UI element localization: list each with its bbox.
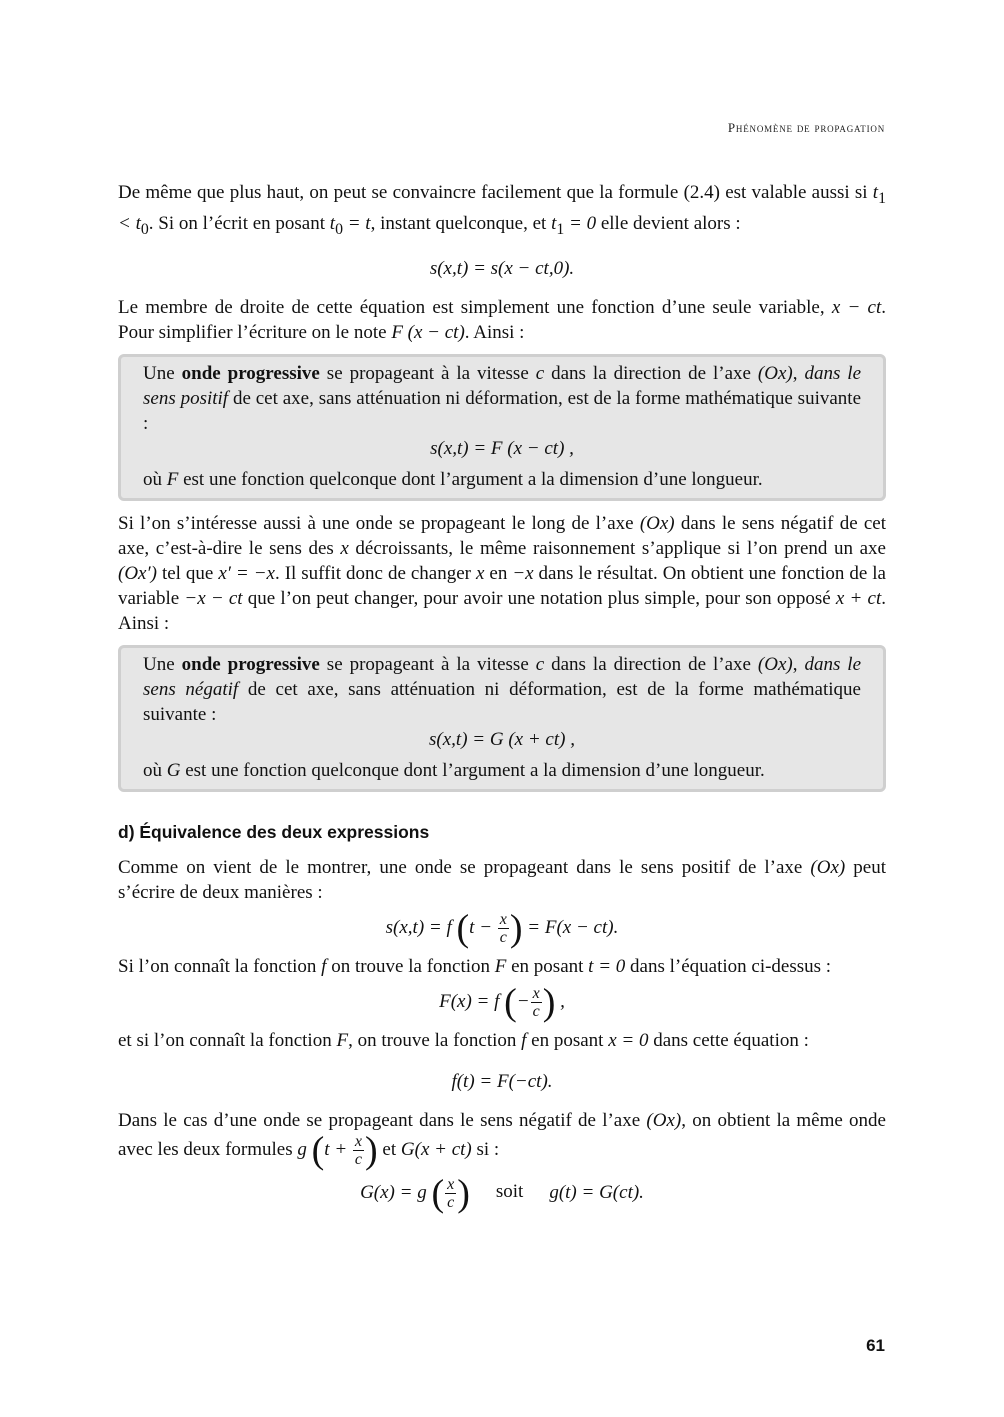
- text: où: [143, 468, 167, 490]
- right-paren: ): [457, 1172, 470, 1215]
- text: elle devient alors :: [596, 212, 741, 234]
- math: t: [551, 212, 557, 234]
- text: est une fonction quelconque dont l’argument a la dimension d’une longueur.: [180, 759, 765, 781]
- denominator: c: [354, 1150, 363, 1168]
- math: t −: [469, 916, 497, 938]
- math: = F(x − ct).: [522, 916, 619, 938]
- text: dans l’équation ci-dessus :: [625, 955, 832, 977]
- math: F: [336, 1029, 349, 1051]
- text: dans le sens négatif de cet axe, c’est-à-dire le sens des: [118, 512, 886, 559]
- left-paren: (: [456, 907, 470, 950]
- text: Dans le cas d’une onde se propageant dans le sens négatif de l’axe: [118, 1109, 647, 1131]
- math: (Ox′): [118, 562, 157, 584]
- math: (Ox): [757, 653, 793, 675]
- text: soit: [495, 1181, 524, 1203]
- paragraph-3: [118, 511, 886, 636]
- text: et: [377, 1138, 401, 1160]
- math: x′ = −x: [218, 562, 275, 584]
- math-sub: 1: [878, 189, 886, 207]
- math: ,: [555, 990, 565, 1012]
- math: c: [535, 362, 545, 384]
- bold-term: onde progressive: [181, 362, 320, 384]
- text: Si l’on connaît la fonction: [118, 955, 322, 977]
- text: ,: [792, 653, 805, 675]
- math: −x: [512, 562, 534, 584]
- fraction: [445, 1176, 456, 1211]
- page-number: 61: [866, 1336, 885, 1355]
- paragraph-2: [118, 295, 886, 345]
- text: ,: [792, 362, 805, 384]
- text: où: [143, 759, 167, 781]
- text: dans la direction de l’axe: [544, 653, 758, 675]
- math: (Ox): [810, 856, 846, 878]
- box-equation: s(x,t) = F (x − ct) ,: [430, 437, 574, 459]
- math: G(x + ct): [400, 1138, 472, 1160]
- box-text: [143, 652, 861, 727]
- text: peut s’écrire de deux manières :: [118, 856, 886, 903]
- section-heading: d) Équivalence des deux expressions: [118, 821, 430, 842]
- math: t +: [324, 1138, 352, 1160]
- numerator: x: [354, 1132, 363, 1150]
- equation-5: [118, 1172, 886, 1215]
- text: on trouve la fonction: [326, 955, 495, 977]
- text: Si l’on s’intéresse aussi à une onde se propageant le long de l’axe: [118, 512, 640, 534]
- math: = t: [342, 212, 371, 234]
- page-content: [118, 180, 887, 1215]
- math: (Ox): [646, 1109, 682, 1131]
- box-equation: s(x,t) = G (x + ct) ,: [429, 728, 575, 750]
- text: est une fonction quelconque dont l’argument a la dimension d’une longueur.: [178, 468, 763, 490]
- math: −x − ct: [184, 587, 243, 609]
- math: x: [475, 562, 485, 584]
- math: f: [321, 955, 327, 977]
- paragraph-7: [118, 1108, 886, 1172]
- emphasis: dans le sens négatif: [143, 653, 862, 700]
- math: x = 0: [608, 1029, 649, 1051]
- math: F: [494, 955, 507, 977]
- math-sub: 0: [140, 220, 149, 238]
- denominator: c: [499, 928, 507, 946]
- math: F (x − ct): [391, 321, 465, 343]
- text: . Si on l’écrit en posant: [148, 212, 330, 234]
- math: s(x,t) = f: [385, 916, 457, 938]
- paragraph-4: [118, 855, 886, 905]
- fraction: [498, 911, 509, 946]
- text: Une: [143, 362, 182, 384]
- left-paren: (: [504, 981, 517, 1024]
- math: g: [297, 1138, 312, 1160]
- equation-1: s(x,t) = s(x − ct,0).: [429, 257, 575, 279]
- box-outro: [143, 467, 861, 492]
- text: . Ainsi :: [464, 321, 525, 343]
- math: (Ox): [757, 362, 793, 384]
- left-paren: (: [431, 1172, 445, 1215]
- math: −: [516, 990, 530, 1012]
- right-paren: ): [365, 1129, 378, 1172]
- box-text: [143, 361, 861, 436]
- math-sub: 0: [335, 220, 343, 238]
- text: et si l’on connaît la fonction: [118, 1029, 337, 1051]
- text: se propageant à la vitesse: [319, 653, 536, 675]
- math: t: [329, 212, 336, 234]
- math: g(t) = G(ct).: [549, 1181, 644, 1203]
- text: . Ainsi :: [118, 587, 886, 634]
- math: t = 0: [588, 955, 626, 977]
- definition-box-positive: [118, 354, 886, 501]
- equation-4: f(t) = F(−ct).: [451, 1070, 553, 1092]
- text: Une: [143, 653, 182, 675]
- math: x + ct: [835, 587, 882, 609]
- text: en: [484, 562, 513, 584]
- math: G(x) = g: [360, 1181, 432, 1203]
- text: . Il suffit donc de changer: [274, 562, 476, 584]
- numerator: x: [532, 984, 540, 1002]
- math: < t: [118, 212, 141, 234]
- numerator: x: [499, 910, 507, 928]
- text: se propageant à la vitesse: [319, 362, 536, 384]
- bold-term: onde progressive: [181, 653, 320, 675]
- text: , on obtient la même onde avec les deux formules: [118, 1109, 886, 1160]
- paragraph-6: [118, 1028, 886, 1053]
- math: t: [872, 182, 879, 203]
- text: , on trouve la fonction: [348, 1029, 522, 1051]
- definition-box-negative: [118, 645, 886, 792]
- text: De même que plus haut, on peut se convaincre facilement que la formule (2.4) est valable aussi si: [118, 182, 873, 203]
- text: que l’on peut changer, pour avoir une notation plus simple, pour son opposé: [242, 587, 836, 609]
- text: . Pour simplifier l’écriture on le note: [118, 296, 887, 343]
- box-outro: [143, 758, 861, 783]
- math-sub: 1: [556, 220, 565, 238]
- right-paren: ): [509, 907, 523, 950]
- text: en posant: [506, 955, 589, 977]
- text: dans cette équation :: [648, 1029, 809, 1051]
- text: Comme on vient de le montrer, une onde se propageant dans le sens positif de l’axe: [118, 856, 811, 878]
- text: dans la direction de l’axe: [544, 362, 758, 384]
- math: F(x) = f: [439, 990, 505, 1012]
- text: Le membre de droite de cette équation est simplement une fonction d’une seule variable,: [118, 296, 832, 318]
- text: décroissants, le même raisonnement s’applique si l’on prend un axe: [348, 537, 886, 559]
- math: = 0: [564, 212, 597, 234]
- math: x − ct: [831, 296, 882, 318]
- paragraph-1: [118, 180, 886, 242]
- emphasis: dans le sens positif: [143, 362, 862, 409]
- equation-2: [118, 907, 886, 950]
- math: x: [340, 537, 349, 559]
- math: f: [521, 1029, 527, 1051]
- numerator: x: [447, 1175, 455, 1193]
- text: si :: [471, 1138, 500, 1160]
- math: G: [166, 759, 181, 781]
- denominator: c: [447, 1193, 455, 1211]
- left-paren: (: [311, 1129, 325, 1172]
- running-header: Phénomène de propagation: [727, 120, 885, 135]
- paragraph-5: [118, 954, 886, 979]
- math: (Ox): [639, 512, 675, 534]
- text: dans le résultat. On obtient une fonction de la variable: [118, 562, 886, 609]
- text: tel que: [156, 562, 219, 584]
- text: de cet axe, sans atténuation ni déformation, est de la forme mathématique suivante :: [143, 387, 861, 434]
- denominator: c: [532, 1002, 540, 1020]
- math: c: [535, 653, 545, 675]
- math: F: [166, 468, 179, 490]
- text: , instant quelconque, et: [370, 212, 552, 234]
- text: en posant: [526, 1029, 609, 1051]
- fraction: [531, 985, 542, 1020]
- fraction: [353, 1133, 364, 1168]
- text: de cet axe, sans atténuation ni déformation, est de la forme mathématique suivante :: [143, 678, 861, 725]
- right-paren: ): [542, 981, 556, 1024]
- equation-3: [118, 981, 886, 1024]
